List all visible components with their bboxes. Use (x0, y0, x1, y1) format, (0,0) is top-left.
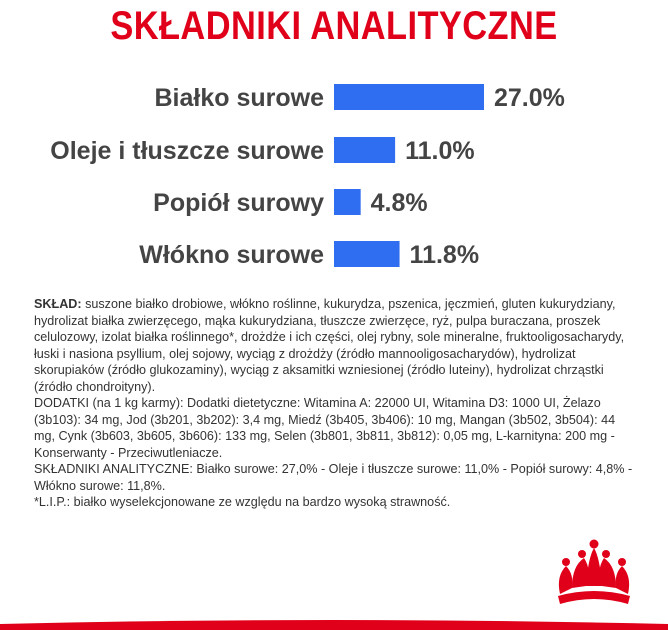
analytical-paragraph: SKŁADNIKI ANALITYCZNE: Białko surowe: 27,0% - Oleje i tłuszcze surowe: 11,0% - Popiół surowy: 4,8% - Włókno surowe: 11,8%. (34, 462, 633, 493)
bar (334, 189, 361, 215)
bar (334, 137, 395, 163)
category-label: Włókno surowe (139, 241, 324, 269)
footnote-paragraph: *L.I.P.: białko wyselekcjonowane ze względu na bardzo wysoką strawność. (34, 495, 451, 509)
composition-lead-label: SKŁAD: (34, 297, 82, 311)
bar (334, 241, 400, 267)
bar (334, 84, 484, 110)
crown-icon (548, 536, 640, 608)
additives-paragraph: DODATKI (na 1 kg karmy): Dodatki dietetyczne: Witamina A: 22000 UI, Witamina D3: 1000 UI, Żelazo (3b103): 34 mg, Jod (3b201, 3b202): 3,4 mg, Miedź (3b405, 3b406): 10 mg, Mangan (3b502, 3b504): 44 mg, Cynk (3b603, 3b605, 3b606): 133 mg, Selen (3b801, 3b811, 3b812): 0,05 mg, L-karnityna: 200 mg - Konserwanty - Przeciwutleniacze. (34, 396, 616, 460)
value-label: 4.8% (370, 189, 428, 217)
value-label: 11.8% (409, 241, 480, 269)
composition-paragraph (34, 296, 634, 395)
value-label: 27.0% (494, 84, 565, 112)
nutrient-bar-chart (0, 70, 668, 280)
page-title: SKŁADNIKI ANALITYCZNE (110, 4, 558, 48)
category-label: Białko surowe (154, 84, 324, 112)
footer-red-line (0, 614, 668, 630)
composition-section (34, 296, 634, 511)
category-label: Popiół surowy (153, 189, 324, 217)
composition-ingredients: suszone białko drobiowe, włókno roślinne, kukurydza, pszenica, jęczmień, gluten kukurydziany, hydrolizat białka zwierzęcego, mąka kukurydziana, tłuszcze zwierzęce, ryż, pulpa buraczana, proszek celulozowy, izolat białka roślinnego*, drożdże i ich części, olej rybny, sole mineralne, fruktooligosacharydy, łuski i nasiona psyllium, olej sojowy, wyciąg z drożdży (źródło mannooligosacharydów), hydrolizat skorupiaków (źródło glukozaminy), wyciąg z aksamitki wzniesionej (źródło luteiny), hydrolizat chrząstki (źródło chondroityny). (34, 297, 625, 394)
value-label: 11.0% (405, 137, 475, 165)
category-label: Oleje i tłuszcze surowe (50, 137, 324, 165)
